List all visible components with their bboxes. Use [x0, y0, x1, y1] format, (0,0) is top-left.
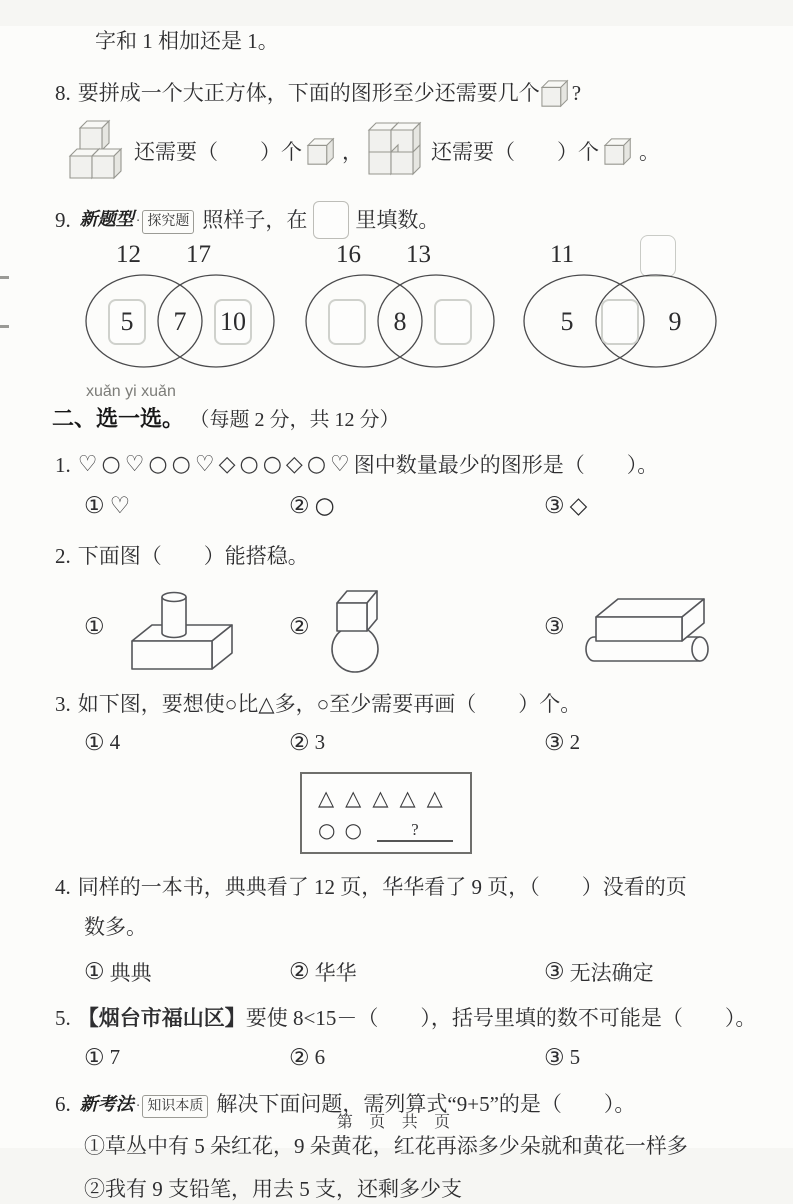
option-label: 3: [314, 730, 326, 755]
question-1: [55, 449, 793, 481]
section-title: 二、选一选。: [52, 405, 185, 431]
value-slot-left: 5: [108, 299, 146, 345]
circle-shape: ○: [101, 451, 121, 477]
question-mark: ?: [571, 81, 582, 106]
need-text-1: 还需要（ ）个: [134, 139, 302, 164]
value-slot-left: 5: [560, 306, 574, 336]
question-number: 6.: [55, 1091, 71, 1116]
value-slot-center: 8: [393, 306, 407, 336]
badge-bold-text: 新题型: [79, 209, 134, 230]
page-footer: 第 页 共 页: [336, 1114, 457, 1131]
badge-tag-text: 知识本质: [142, 1095, 208, 1118]
page-edge-mark: [0, 325, 9, 328]
circle-row: [318, 818, 454, 842]
fill-in-box: [313, 201, 349, 239]
circle-shape: ○: [171, 451, 191, 477]
option-1: [84, 493, 289, 519]
option-label: 4: [109, 730, 121, 755]
question-text: 解决下面问题，需列算式“9+5”的是（ ）。: [216, 1091, 636, 1116]
sum-label-left: 16: [336, 240, 361, 268]
option-3: [544, 1045, 793, 1071]
question-9: [55, 201, 793, 239]
option-marker: ③: [544, 729, 565, 755]
badge-bold-text: 新考法: [79, 1093, 134, 1114]
option-label: 典典: [109, 960, 152, 985]
question-text-line1: 同样的一本书，典典看了 12 页，华华看了 9 页，（ ）没看的页: [77, 874, 687, 899]
triangle-shape: △: [345, 785, 362, 810]
circle-shape: ○: [344, 817, 362, 842]
option-label: ○: [314, 492, 335, 519]
value-slot-center: 7: [173, 306, 187, 336]
option-marker: ②: [289, 958, 310, 984]
option-marker: ①: [84, 492, 105, 518]
option-2: [289, 1045, 544, 1071]
question-text: 要拼成一个大正方体，下面的图形至少还需要几个: [77, 81, 540, 106]
option-marker: ①: [84, 729, 105, 755]
question-4-line2: 数多。: [84, 915, 147, 940]
option-marker: ③: [544, 614, 565, 640]
diamond-shape: ◇: [218, 451, 236, 477]
option-1: [84, 957, 289, 987]
option-3: [544, 493, 793, 519]
question-2: [55, 541, 793, 571]
circle-shape: ○: [318, 817, 336, 842]
need-text-2: 还需要（ ）个: [431, 139, 599, 164]
separator: ，: [342, 139, 363, 164]
new-type-badge: [80, 206, 195, 233]
intro-line: 字和 1 相加还是 1。: [95, 29, 279, 53]
option-label: 无法确定: [569, 960, 654, 985]
question-3: [55, 689, 793, 719]
heart-shape: ♡: [194, 451, 215, 477]
option-1: [84, 730, 289, 756]
venn-diagram-2: [300, 240, 500, 371]
venn-diagram-3: [520, 240, 720, 371]
unit-cube-icon: [603, 137, 635, 167]
value-slot-right: [434, 299, 472, 345]
option-marker: ①: [84, 1044, 105, 1070]
triangle-shape: △: [399, 785, 416, 810]
triangle-shape: △: [372, 785, 389, 810]
option-marker: ②: [289, 729, 310, 755]
question-1-options: [0, 493, 793, 519]
option-marker: ②: [289, 614, 310, 640]
value-slot-right: 10: [214, 299, 252, 345]
question-number: 9.: [55, 207, 71, 232]
question-text-before: 照样子，在: [202, 207, 308, 232]
option-1: [84, 581, 289, 673]
option-2: [289, 579, 544, 675]
question-text-after: 里填数。: [355, 207, 440, 232]
option-label: 2: [569, 730, 581, 755]
option-3: [544, 730, 793, 756]
question-text: 图中数量最少的图形是（ ）。: [353, 452, 659, 477]
option-3: [544, 957, 793, 987]
cube-on-sphere-icon: [323, 579, 387, 675]
question-number: 8.: [55, 81, 71, 106]
badge-separator: ·: [135, 214, 141, 230]
sum-label-right: 17: [186, 240, 211, 268]
question-number: 4.: [55, 874, 71, 899]
circle-shape: ○: [239, 451, 259, 477]
option-marker: ②: [289, 492, 310, 518]
question-8: [55, 78, 793, 108]
cuboid-on-cylinder-icon: [578, 587, 714, 667]
worksheet-page: [0, 26, 793, 1201]
question-6-option-2: [84, 1174, 793, 1204]
question-8-figures: [68, 115, 793, 189]
question-number: 1.: [55, 452, 71, 477]
option-marker: ③: [544, 958, 565, 984]
circle-shape: ○: [306, 451, 327, 477]
option-label: ♡: [109, 492, 131, 519]
option-marker: ①: [84, 958, 105, 984]
cube-cluster-3-icon: [68, 119, 130, 185]
question-text: 要使 8<15－（ ），括号里填的数不可能是（ ）。: [245, 1005, 757, 1030]
option-label: ◇: [569, 492, 588, 519]
option-marker: ①: [84, 614, 105, 640]
section-score: （每题 2 分，共 12 分）: [189, 408, 400, 431]
cube-cluster-4-icon: [367, 120, 427, 184]
option-3: [544, 587, 793, 667]
triangle-shape: △: [426, 785, 443, 810]
option-label: 草丛中有 5 朵红花，9 朵黄花，红花再添多少朵就和黄花一样多: [105, 1134, 688, 1159]
venn-diagram-row: [0, 240, 793, 371]
diamond-shape: ◇: [285, 451, 303, 477]
question-3-figure-box: [300, 772, 472, 854]
question-4: [55, 872, 793, 902]
question-3-options: [0, 730, 793, 756]
option-marker: ③: [544, 492, 565, 518]
circle-shape: ○: [262, 451, 282, 477]
option-marker: ②: [84, 1176, 105, 1201]
unit-cube-icon: [306, 137, 338, 167]
heart-shape: ♡: [330, 451, 350, 477]
question-text: 如下图，要想使○比△多，○至少需要再画（ ）个。: [77, 692, 582, 717]
option-2: [289, 957, 544, 987]
value-slot-center: [601, 299, 639, 345]
section-pinyin: xuǎn yi xuǎn: [86, 382, 176, 400]
cylinder-on-cuboid-icon: [118, 581, 238, 673]
heart-shape: ♡: [124, 451, 145, 477]
question-5: [55, 1003, 793, 1033]
question-text: 下面图（ ）能搭稳。: [77, 543, 309, 568]
heart-shape: ♡: [77, 451, 98, 477]
badge-separator: ·: [135, 1098, 141, 1114]
value-slot-right: 9: [668, 306, 682, 336]
option-2: [289, 730, 544, 756]
option-1: [84, 1045, 289, 1071]
page-edge-mark: [0, 276, 9, 279]
value-slot-left: [328, 299, 366, 345]
question-6-option-1: [84, 1131, 793, 1161]
option-2: [289, 493, 544, 519]
badge-tag-text: 探究题: [142, 210, 194, 233]
venn-diagram-1: [80, 240, 280, 371]
option-marker: ②: [289, 1044, 310, 1070]
option-label: 华华: [314, 960, 357, 985]
sum-label-left: 12: [116, 240, 141, 268]
circle-shape: ○: [148, 451, 168, 477]
unit-cube-icon: [540, 79, 572, 109]
question-number: 2.: [55, 543, 71, 568]
option-label: 我有 9 支铅笔，用去 5 支，还剩多少支: [105, 1176, 462, 1201]
question-5-options: [0, 1045, 793, 1071]
sum-label-right: 13: [406, 240, 431, 268]
option-marker: ①: [84, 1134, 105, 1159]
period: 。: [639, 139, 660, 164]
answer-blank-line: ?: [377, 820, 453, 842]
option-label: 6: [314, 1045, 326, 1070]
triangle-shape: △: [318, 785, 335, 810]
question-2-figures: [0, 579, 793, 675]
sum-label-left: 11: [550, 240, 575, 268]
option-label: 7: [109, 1045, 121, 1070]
triangle-row: [318, 786, 454, 810]
option-marker: ③: [544, 1044, 565, 1070]
question-number: 3.: [55, 692, 71, 717]
question-source-tag: 【烟台市福山区】: [77, 1005, 246, 1030]
option-label: 5: [569, 1045, 581, 1070]
question-number: 5.: [55, 1005, 71, 1030]
question-4-options: [0, 957, 793, 987]
section-heading: [52, 402, 793, 433]
